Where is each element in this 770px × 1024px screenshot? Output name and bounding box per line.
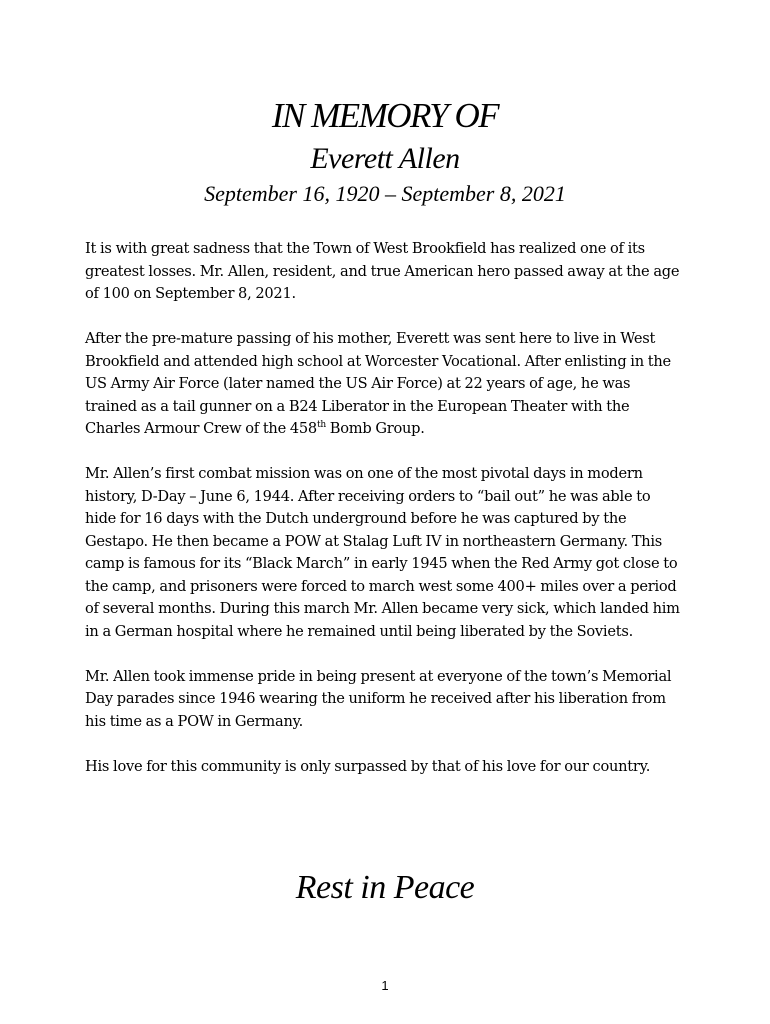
paragraph-early-life-text: After the pre-mature passing of his mother, Everett was sent here to live in West Brookfield and attended high school at Worcester Vocational. After enlisting in the US Army Air Force (later named the US Air Force) at 22 years of age, he was trained as a tail gunner on a B24 Liberator in the European Theater with the Charles Armour Crew of the 458 (85, 330, 671, 437)
ordinal-superscript: th (316, 420, 326, 431)
paragraph-community-love: His love for this community is only surpassed by that of his love for our country. (85, 757, 651, 775)
honoree-name: Everett Allen (310, 142, 460, 175)
paragraph-early-life-service (85, 328, 685, 441)
paragraph-early-life-text-end: Bomb Group. (325, 420, 425, 437)
paragraph-combat-pow: Mr. Allen’s first combat mission was on one of the most pivotal days in modern history, D-Day – June 6, 1944. After receiving orders to “bail out” he was able to hide for 16 days with the Dutch underground before he was captured by the Gestapo. He then became a POW at Stalag Luft IV in northeastern Germany. This camp is famous for its “Black March” in early 1945 when the Red Army got close to the camp, and prisoners were forced to march west some 400+ miles over a period of several months. During this march Mr. Allen became very sick, which landed him in a German hospital where he remained until being liberated by the Soviets. (85, 465, 680, 640)
life-dates: September 16, 1920 – September 8, 2021 (204, 181, 566, 206)
page-number: 1 (381, 978, 389, 993)
paragraph-memorial-day: Mr. Allen took immense pride in being present at everyone of the town’s Memorial Day parades since 1946 wearing the uniform he received after his liberation from his time as a POW in Germany. (85, 667, 672, 730)
paragraph-loss-announcement: It is with great sadness that the Town of West Brookfield has realized one of its greatest losses. Mr. Allen, resident, and true American hero passed away at the age of 100 on September 8, 2021. (85, 240, 680, 302)
memorial-heading: IN MEMORY OF (271, 96, 499, 135)
memorial-body (85, 238, 685, 778)
closing-rest-in-peace: Rest in Peace (295, 869, 475, 906)
